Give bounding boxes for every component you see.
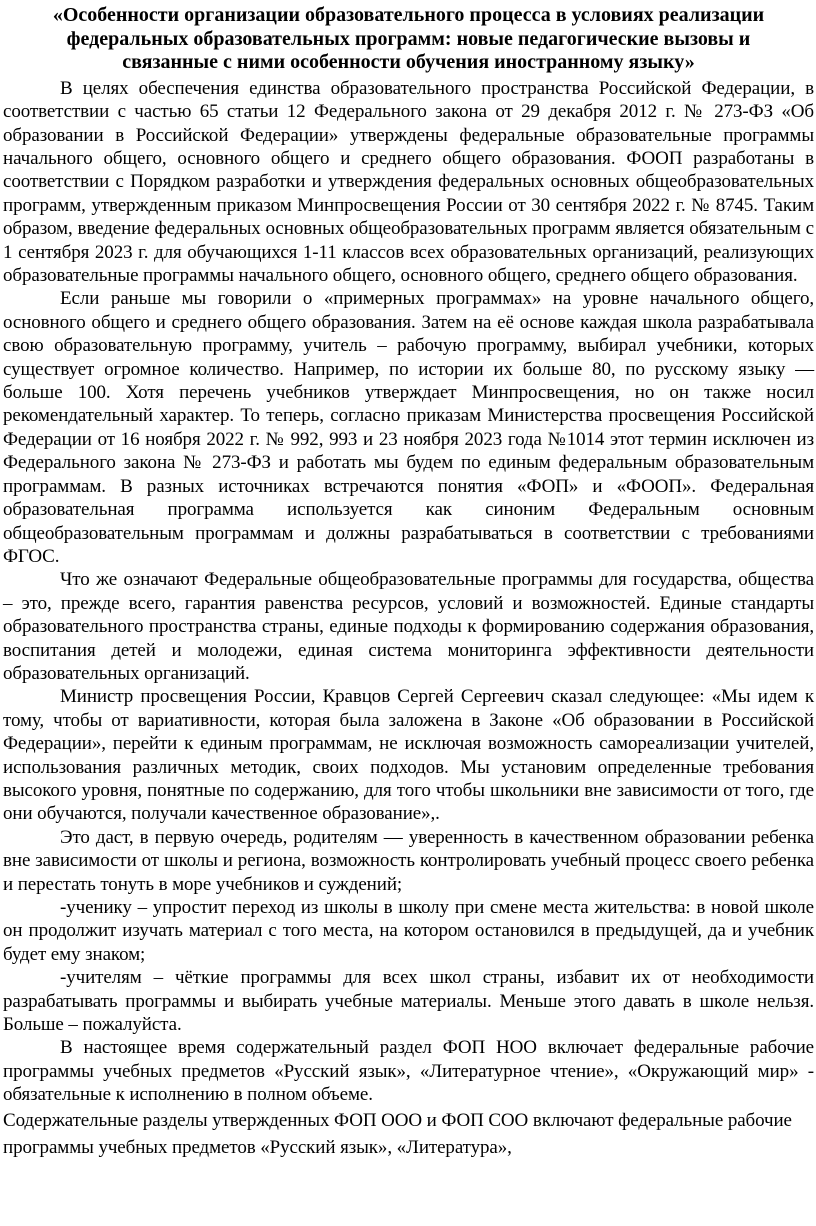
document-title: «Особенности организации образовательного процесса в условиях реализации федеральных образовательных программ: новые педагогические вызовы и связанные с ними особенности обучения иностранному языку» (52, 4, 765, 74)
paragraph-minister-quote: Министр просвещения России, Кравцов Сергей Сергеевич сказал следующее: «Мы идем к тому, чтобы от вариативности, которая была заложена в Законе «Об образовании в Российской Федерации», перейти к единым программам, не исключая возможность самореализации учителей, использования различных методик, своих подходов. Мы установим определенные требования высокого уровня, понятные по содержанию, для того чтобы школьники вне зависимости от того, где они обучаются, получали качественное образование»,. (3, 686, 814, 825)
paragraph-state-meaning: Что же означают Федеральные общеобразовательные программы для государства, общества – это, прежде всего, гарантия равенства ресурсов, условий и возможностей. Единые стандарты образовательного пространства страны, единые подходы к формированию содержания образования, воспитания детей и молодежи, единая система мониторинга эффективности деятельности образовательных организаций. (3, 569, 814, 684)
paragraph-fop-ooo-soo: Содержательные разделы утвержденных ФОП ООО и ФОП СОО включают федеральные рабочие программы учебных предметов «Русский язык», «Литература», (3, 1109, 792, 1158)
paragraph-fop-noo: В настоящее время содержательный раздел ФОП НОО включает федеральные рабочие программы учебных предметов «Русский язык», «Литературное чтение», «Окружающий мир» - обязательные к исполнению в полном объеме. (3, 1037, 814, 1106)
paragraph-teachers: -учителям – чёткие программы для всех школ страны, избавит их от необходимости разрабатывать программы и выбирать учебные материалы. Меньше этого давать в школе нельзя. Больше – пожалуйста. (3, 967, 814, 1036)
paragraph-unified-space: В целях обеспечения единства образовательного пространства Российской Федерации, в соответствии с частью 65 статьи 12 Федерального закона от 29 декабря 2012 г. № 273-ФЗ «Об образовании в Российской Федерации» утверждены федеральные образовательные программы начального общего, основного общего и среднего общего образования. ФООП разработаны в соответствии с Порядком разработки и утверждения федеральных основных общеобразовательных программ, утвержденным приказом Минпросвещения России от 30 сентября 2022 г. № 8745. Таким образом, введение федеральных основных общеобразовательных программ является обязательным с 1 сентября 2023 г. для обучающихся 1-11 классов всех образовательных организаций, реализующих образовательные программы начального общего, основного общего, среднего общего образования. (3, 77, 814, 287)
paragraph-student: -ученику – упростит переход из школы в школу при смене места жительства: в новой школе он продолжит изучать материал с того места, на котором остановился в предыдущей, да и учебник будет ему знаком; (3, 897, 814, 965)
paragraph-example-programs: Если раньше мы говорили о «примерных программах» на уровне начального общего, основного общего и среднего общего образования. Затем на её основе каждая школа разрабатывала свою образовательную программу, учитель – рабочую программу, выбирал учебники, которых существует огромное количество. Например, по истории их больше 80, по русскому языку — больше 100. Хотя перечень учебников утверждает Минпросвещения, но он также носил рекомендательный характер. То теперь, согласно приказам Министерства просвещения Российской Федерации от 16 ноября 2022 г. № 992, 993 и 23 ноября 2023 года №1014 этот термин исключен из Федерального закона № 273-ФЗ и работать мы будем по единым федеральным образовательным программам. В разных источниках встречаются понятия «ФОП» и «ФООП». Федеральная образовательная программа используется как синоним Федеральным основным общеобразовательным программам и должны разрабатываться в соответствии с требованиями ФГОС. (3, 288, 814, 567)
paragraph-parents: Это даст, в первую очередь, родителям — уверенность в качественном образовании ребенка вне зависимости от школы и региона, возможность контролировать учебный процесс своего ребенка и перестать тонуть в море учебников и суждений; (3, 826, 814, 895)
